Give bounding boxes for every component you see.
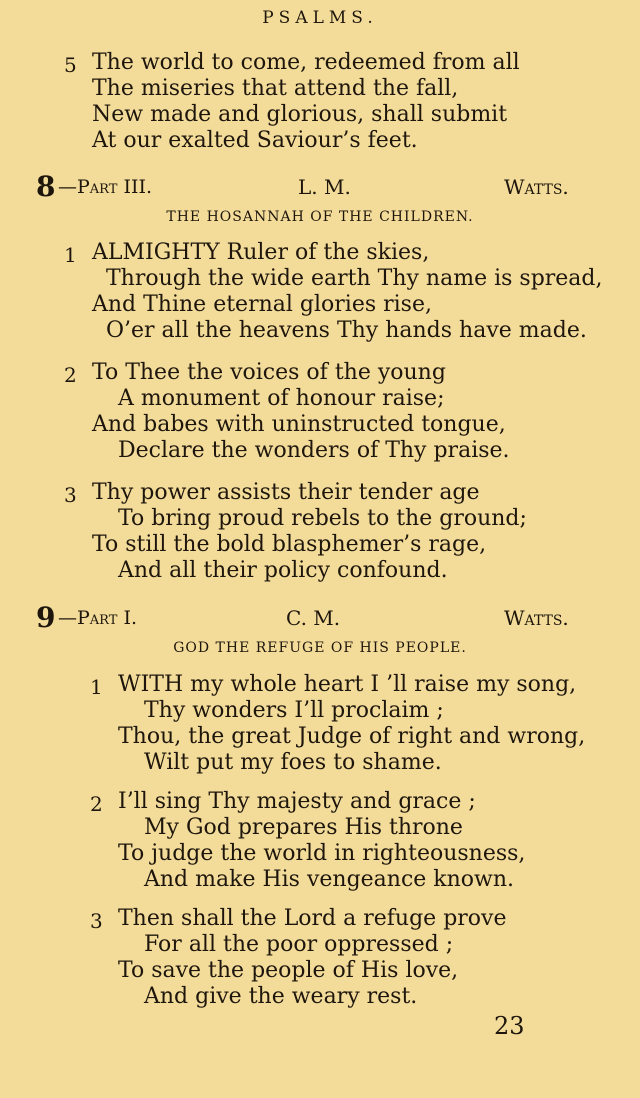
verse-line: Thy power assists their tender age — [92, 480, 480, 505]
verse-line: A monument of honour raise; — [118, 386, 445, 411]
verse-line: Wilt put my foes to shame. — [144, 750, 442, 775]
hymn-heading — [0, 172, 640, 202]
verse-line: The world to come, redeemed from all — [92, 50, 520, 75]
hymn-number: 8 — [36, 170, 56, 203]
verse-line: WITH my whole heart I ’ll raise my song, — [118, 672, 577, 697]
verse-line: O’er all the heavens Thy hands have made. — [106, 318, 587, 343]
hymn-part: —Part I. — [58, 607, 137, 629]
verse-line: For all the poor oppressed ; — [144, 932, 454, 957]
verse-line: Thou, the great Judge of right and wrong, — [118, 724, 586, 749]
stanza-number: 2 — [90, 792, 103, 816]
verse-line: At our exalted Saviour’s feet. — [92, 128, 418, 153]
stanza-number: 2 — [64, 363, 77, 387]
hymn-title: GOD THE REFUGE OF HIS PEOPLE. — [173, 640, 467, 656]
hymn-meter: C. M. — [286, 606, 341, 630]
verse-line: New made and glorious, shall submit — [92, 102, 508, 127]
verse-line: Declare the wonders of Thy praise. — [118, 438, 510, 463]
verse-line: And Thine eternal glories rise, — [92, 292, 432, 317]
hymn-author: Watts. — [504, 606, 569, 630]
stanza-number: 1 — [90, 675, 103, 699]
verse-line: Thy wonders I’ll proclaim ; — [144, 698, 444, 723]
verse-line: To judge the world in righteousness, — [118, 841, 526, 866]
hymn-heading — [0, 603, 640, 633]
verse-line: Through the wide earth Thy name is spread, — [106, 266, 603, 291]
verse-line: And make His vengeance known. — [144, 867, 515, 892]
stanza-number: 3 — [90, 909, 103, 933]
hymn-part: —Part III. — [58, 176, 152, 198]
verse-line: To Thee the voices of the young — [92, 360, 446, 385]
verse-line: The miseries that attend the fall, — [92, 76, 459, 101]
verse-line: To still the bold blasphemer’s rage, — [92, 532, 487, 557]
verse-line: Then shall the Lord a refuge prove — [118, 906, 507, 931]
stanza-number: 5 — [64, 53, 77, 77]
verse-line: My God prepares His throne — [144, 815, 463, 840]
hymn-author: Watts. — [504, 175, 569, 199]
stanza-number: 3 — [64, 483, 77, 507]
hymn-meter: L. M. — [298, 175, 351, 199]
verse-line: And all their policy confound. — [118, 558, 448, 583]
hymn-title: THE HOSANNAH OF THE CHILDREN. — [166, 209, 474, 225]
verse-line: I’ll sing Thy majesty and grace ; — [118, 789, 476, 814]
verse-line: ALMIGHTY Ruler of the skies, — [92, 240, 430, 265]
hymn-number: 9 — [36, 601, 56, 634]
verse-line: And babes with uninstructed tongue, — [92, 412, 506, 437]
verse-line: And give the weary rest. — [144, 984, 418, 1009]
stanza-number: 1 — [64, 243, 77, 267]
verse-line: To save the people of His love, — [118, 958, 459, 983]
running-head: PSALMS. — [262, 8, 378, 28]
page-number: 23 — [494, 1012, 525, 1040]
verse-line: To bring proud rebels to the ground; — [118, 506, 527, 531]
